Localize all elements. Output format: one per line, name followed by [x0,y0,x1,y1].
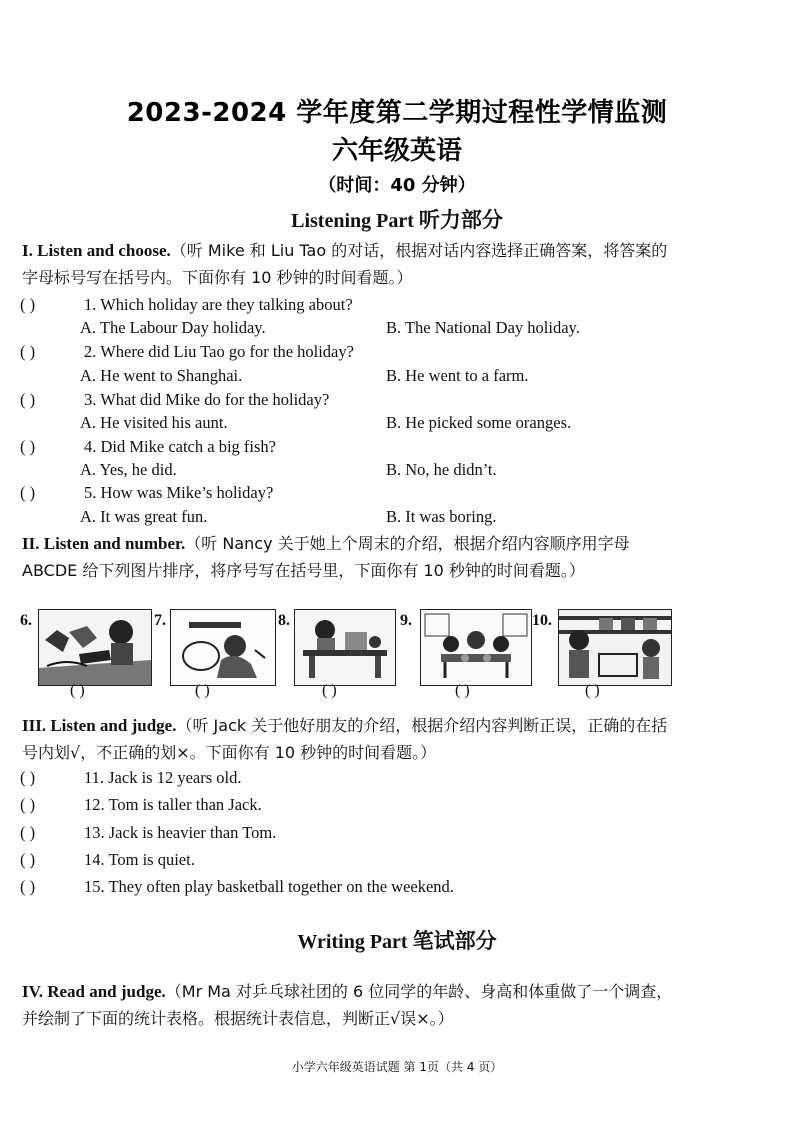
answer-paren[interactable]: ( ) [20,483,36,502]
picture-number: 7. [154,612,166,629]
picture-10 [558,609,672,686]
page-footer: 小学六年级英语试题 第 1页（共 4 页） [291,1060,503,1074]
question-text: 15. They often play basketball together on the weekend. [84,877,454,896]
listening-heading-en: Listening Part [291,210,414,232]
listening-heading-cn: 听力部分 [418,208,503,232]
question-5 [20,483,273,503]
option-a: A. The Labour Day holiday. [80,318,266,337]
question-13 [20,823,276,843]
writing-heading-cn: 笔试部分 [412,929,497,953]
answer-paren[interactable]: ( ) [20,342,36,361]
picture-7 [170,609,276,686]
question-3 [20,390,329,410]
question-text: 1. Which holiday are they talking about? [84,295,353,314]
answer-paren[interactable]: ( ) [20,877,36,896]
answer-paren[interactable]: ( ) [20,437,36,456]
section3-instruction [22,712,682,766]
answer-paren[interactable]: ( ) [20,795,36,814]
picture-answer-paren[interactable]: ( ) [70,682,85,699]
question-2 [20,342,354,362]
answer-paren[interactable]: ( ) [20,850,36,869]
option-a: A. It was great fun. [80,507,208,526]
writing-heading-en: Writing Part [297,931,408,953]
question-11 [20,768,241,788]
picture-6 [38,609,152,686]
picture-8 [294,609,396,686]
option-b: B. He went to a farm. [386,366,529,385]
picture-7-drawing [171,610,275,685]
question-text: 12. Tom is taller than Jack. [84,795,262,814]
section4-label: IV. Read and judge. [22,982,166,1001]
listening-heading [0,204,794,234]
question-text: 2. Where did Liu Tao go for the holiday? [84,342,354,361]
question-text: 13. Jack is heavier than Tom. [84,823,277,842]
section2-instruction [22,530,682,584]
question-4 [20,437,276,457]
picture-10-drawing [559,610,671,685]
option-b: B. It was boring. [386,507,497,526]
question-14 [20,850,195,870]
answer-paren[interactable]: ( ) [20,390,36,409]
question-text: 11. Jack is 12 years old. [84,768,242,787]
question-text: 14. Tom is quiet. [84,850,195,869]
exam-subtitle: 六年级英语 [331,136,462,166]
writing-heading [0,925,794,955]
option-b: B. No, he didn’t. [386,460,497,479]
section2-text: （听 Nancy 关于她上个周末的介绍，根据介绍内容顺序用字母 ABCDE 给下列图片排序，将序号写在括号里，下面你有 10 秒钟的时间看题。） [22,534,630,580]
question-text: 5. How was Mike’s holiday? [84,483,274,502]
section1-instruction [22,237,682,291]
picture-number: 6. [20,612,32,629]
picture-8-drawing [295,610,395,685]
picture-answer-paren[interactable]: ( ) [195,682,210,699]
picture-9-drawing [421,610,531,685]
option-b: B. He picked some oranges. [386,413,572,432]
picture-number: 9. [400,612,412,629]
section4-instruction [22,978,682,1032]
section3-label: III. Listen and judge. [22,716,177,735]
section3-text: （听 Jack 关于他好朋友的介绍，根据介绍内容判断正误，正确的在括号内划√，不正确的划×。下面你有 10 秒钟的时间看题。） [22,716,668,762]
picture-number: 8. [278,612,290,629]
answer-paren[interactable]: ( ) [20,295,36,314]
picture-answer-paren[interactable]: ( ) [455,682,470,699]
section4-text: （Mr Ma 对乒乓球社团的 6 位同学的年龄、身高和体重做了一个调查，并绘制了下面的统计表格。根据统计表信息，判断正√误×。） [22,982,673,1028]
picture-answer-paren[interactable]: ( ) [585,682,600,699]
section2-label: II. Listen and number. [22,534,186,553]
picture-9 [420,609,532,686]
question-1 [20,295,353,315]
option-a: A. He went to Shanghai. [80,366,243,385]
picture-row [20,606,680,686]
picture-answer-paren[interactable]: ( ) [322,682,337,699]
option-b: B. The National Day holiday. [386,318,580,337]
question-15 [20,877,454,897]
option-a: A. He visited his aunt. [80,413,228,432]
option-a: A. Yes, he did. [80,460,177,479]
picture-6-drawing [39,610,151,685]
question-text: 3. What did Mike do for the holiday? [84,390,330,409]
exam-title: 2023-2024 学年度第二学期过程性学情监测 [126,98,668,128]
section1-text: （听 Mike 和 Liu Tao 的对话，根据对话内容选择正确答案，将答案的字母标号写在括号内。下面你有 10 秒钟的时间看题。） [22,241,668,287]
section1-label: I. Listen and choose. [22,241,171,260]
answer-paren[interactable]: ( ) [20,823,36,842]
picture-number: 10. [532,612,552,629]
exam-time: （时间：40 分钟） [318,175,476,196]
question-12 [20,795,262,815]
question-text: 4. Did Mike catch a big fish? [84,437,276,456]
answer-paren[interactable]: ( ) [20,768,36,787]
